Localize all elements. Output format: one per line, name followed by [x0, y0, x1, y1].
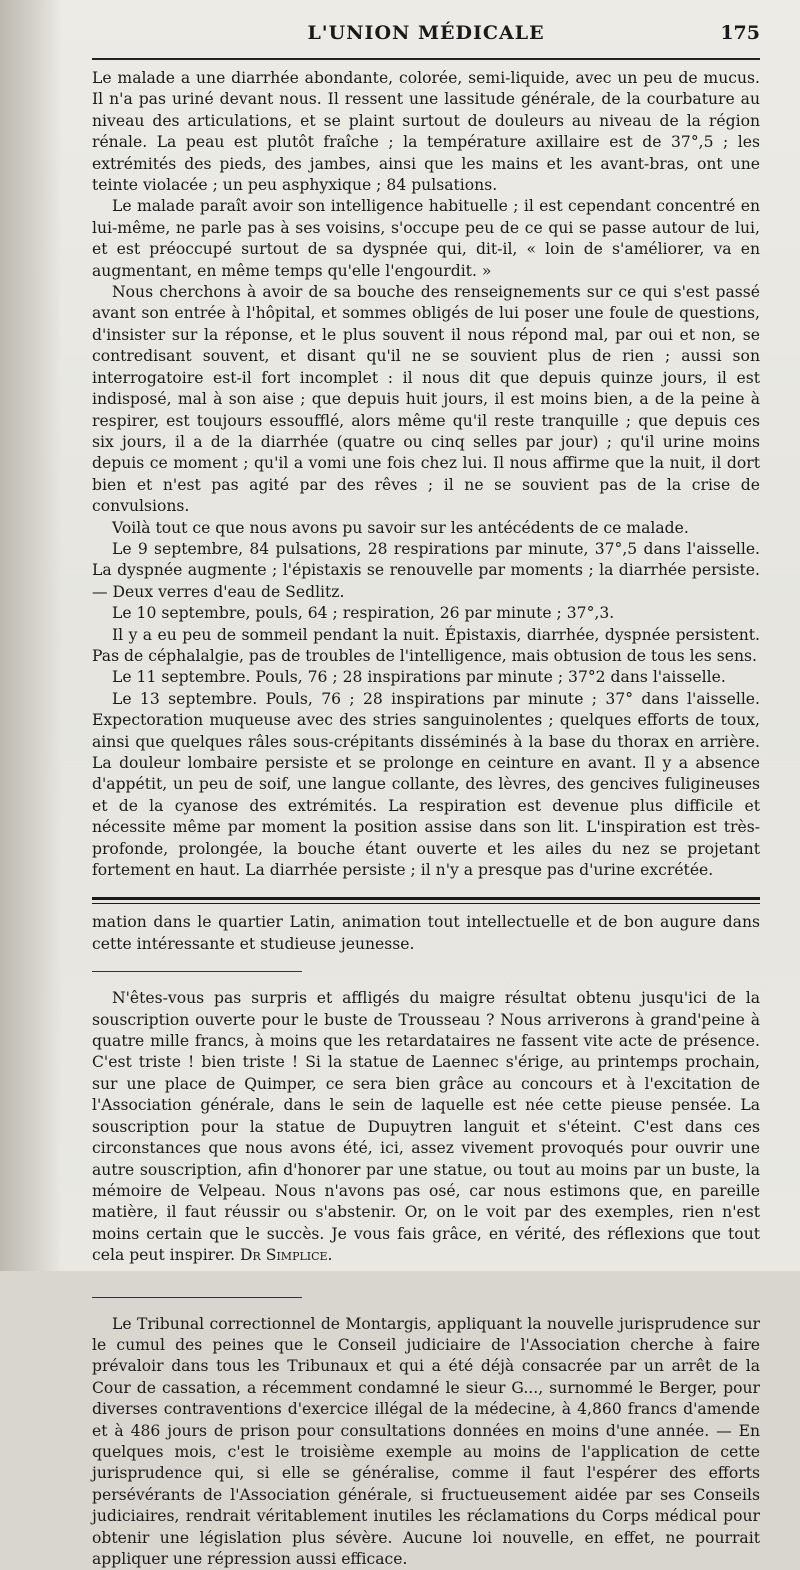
case-paragraph-6: Le 10 septembre, pouls, 64 ; respiration, 26 par minute ; 37°,3. [112, 604, 615, 623]
header-rule [92, 58, 760, 60]
chronicle-continuation: mation dans le quartier Latin, animation tout intellectuelle et de bon augure dans cette intéressante et studieuse jeunesse. [92, 913, 760, 953]
signature: Dr Simplice. [240, 1246, 333, 1265]
case-paragraph-8: Le 11 septembre. Pouls, 76 ; 28 inspirations par minute ; 37°2 dans l'aisselle. [112, 668, 726, 687]
subscription-paragraph [92, 988, 760, 1266]
subscription-text: N'êtes-vous pas surpris et affligés du maigre résultat obtenu jusqu'ici de la souscription ouverte pour le buste de Trousseau ? Nous arriverons à grand'peine à quatre mille francs, à moins que les retardataires ne fassent vite acte de présence. C'est triste ! bien triste ! Si la statue de Laennec s'érige, au printemps prochain, sur une place de Quimper, ce sera bien grâce au concours et à l'excitation de l'Association générale, dans le sein de laquelle est née cette pieuse pensée. La souscription pour la statue de Dupuytren languit et s'éteint. C'est dans ces circonstances que nous avons été, ici, assez vivement provoqués pour ouvrir une autre souscription, afin d'honorer par une statue, ou tout au moins par un buste, la mémoire de Velpeau. Nous n'avons pas osé, car nous estimons que, en pareille matière, il faut réussir ou s'abstenir. Or, on le voit par des exemples, rien n'est moins certain que le succès. Je vous fais grâce, en vérité, des réflexions que tout cela peut inspirer. [92, 989, 760, 1265]
case-paragraph-1: Le malade a une diarrhée abondante, colorée, semi-liquide, avec un peu de mucus. Il n'a pas uriné devant nous. Il ressent une lassitude générale, de la courbature au niveau des articulations, et se plaint surtout de douleurs au niveau de la région rénale. La peau est plutôt fraîche ; la température axillaire est de 37°,5 ; les extrémités des pieds, des jambes, ainsi que les mains et les avant-bras, ont une teinte violacée ; un peu asphyxique ; 84 pulsations. [92, 69, 760, 195]
case-paragraph-4: Voilà tout ce que nous avons pu savoir sur les antécédents de ce malade. [112, 518, 689, 537]
binding-shadow [0, 0, 62, 1271]
case-report [92, 68, 760, 881]
section-divider [92, 897, 760, 904]
short-rule-2 [92, 1297, 302, 1298]
running-title: L'UNION MÉDICALE [307, 22, 545, 44]
case-paragraph-7: Il y a eu peu de sommeil pendant la nuit. Épistaxis, diarrhée, dyspnée persistent. Pas de céphalalgie, pas de troubles de l'intelligence, mais obtusion de tous les sens. [92, 625, 760, 665]
tribunal-paragraph: Le Tribunal correctionnel de Montargis, appliquant la nouvelle jurisprudence sur le cumul des peines que le Conseil judiciaire de l'Association cherche à faire prévaloir dans tous les Tribunaux et qui a été déjà consacrée par un arrêt de la Cour de cassation, a récemment condamné le sieur G..., surnommé le Berger, pour diverses contraventions d'exercice illégal de la médecine, à 4,860 francs d'amende et à 486 jours de prison pour consultations données en moins d'une année. — En quelques mois, c'est le troisième exemple au moins de l'application de cette jurisprudence qui, si elle se généralise, comme il faut l'espérer des efforts persévérants de l'Association générale, si fructueusement aidée par ses Conseils judiciaires, rendrait véritablement inutiles les réclamations du Corps médical pour obtenir une législation plus sévère. Aucune loi nouvelle, en effet, ne pourrait appliquer une répression aussi efficace. [92, 1314, 760, 1568]
spacer [92, 1267, 760, 1281]
case-paragraph-3: Nous cherchons à avoir de sa bouche des renseignements sur ce qui s'est passé avant son entrée à l'hôpital, et sommes obligés de lui poser une foule de questions, d'insister sur la réponse, et le plus souvent il nous répond mal, par oui et non, se contredisant souvent, et disant qu'il ne se souvient plus de rien ; aussi son interrogatoire est-il fort incomplet : il nous dit que depuis quinze jours, il est indisposé, mal à son aise ; que depuis huit jours, il est moins bien, a de la peine à respirer, est toujours essoufflé, alors même qu'il reste tranquille ; que depuis ces six jours, il a de la diarrhée (quatre ou cinq selles par jour) ; qu'il urine moins depuis ce moment ; qu'il a vomi une fois chez lui. Il nous affirme que la nuit, il dort bien et n'est pas agité par des rêves ; il ne se souvient pas de la crise de convulsions. [92, 283, 760, 516]
case-paragraph-9: Le 13 septembre. Pouls, 76 ; 28 inspirations par minute ; 37° dans l'aisselle. Expectoration muqueuse avec des stries sanguinolentes ; quelques efforts de toux, ainsi que quelques râles sous-crépitants disséminés à la base du thorax en arrière. La douleur lombaire persiste et se prolonge en ceinture en avant. Il y a absence d'appétit, un peu de soif, une langue collante, des lèvres, des gencives fuligineuses et de la cyanose des extrémités. La respiration est devenue plus difficile et nécessite même par moment la position assise dans son lit. L'inspiration est très-profonde, prolongée, la bouche étant ouverte et les ailes du nez se projetant fortement en haut. La diarrhée persiste ; il n'y a presque pas d'urine excrétée. [92, 689, 760, 880]
case-paragraph-5: Le 9 septembre, 84 pulsations, 28 respirations par minute, 37°,5 dans l'aisselle. La dyspnée augmente ; l'épistaxis se renouvelle par moments ; la diarrhée persiste. — Deux verres d'eau de Sedlitz. [92, 539, 760, 601]
page-number: 175 [720, 22, 760, 44]
page-header [92, 22, 760, 58]
short-rule [92, 971, 302, 972]
case-paragraph-2: Le malade paraît avoir son intelligence habituelle ; il est cependant concentré en lui-même, ne parle pas à ses voisins, s'occupe peu de ce qui se passe autour de lui, et est préoccupé surtout de sa dyspnée qui, dit-il, « loin de s'améliorer, va en augmentant, en même temps qu'elle l'engourdit. » [92, 197, 760, 280]
chronicle [92, 912, 760, 1570]
